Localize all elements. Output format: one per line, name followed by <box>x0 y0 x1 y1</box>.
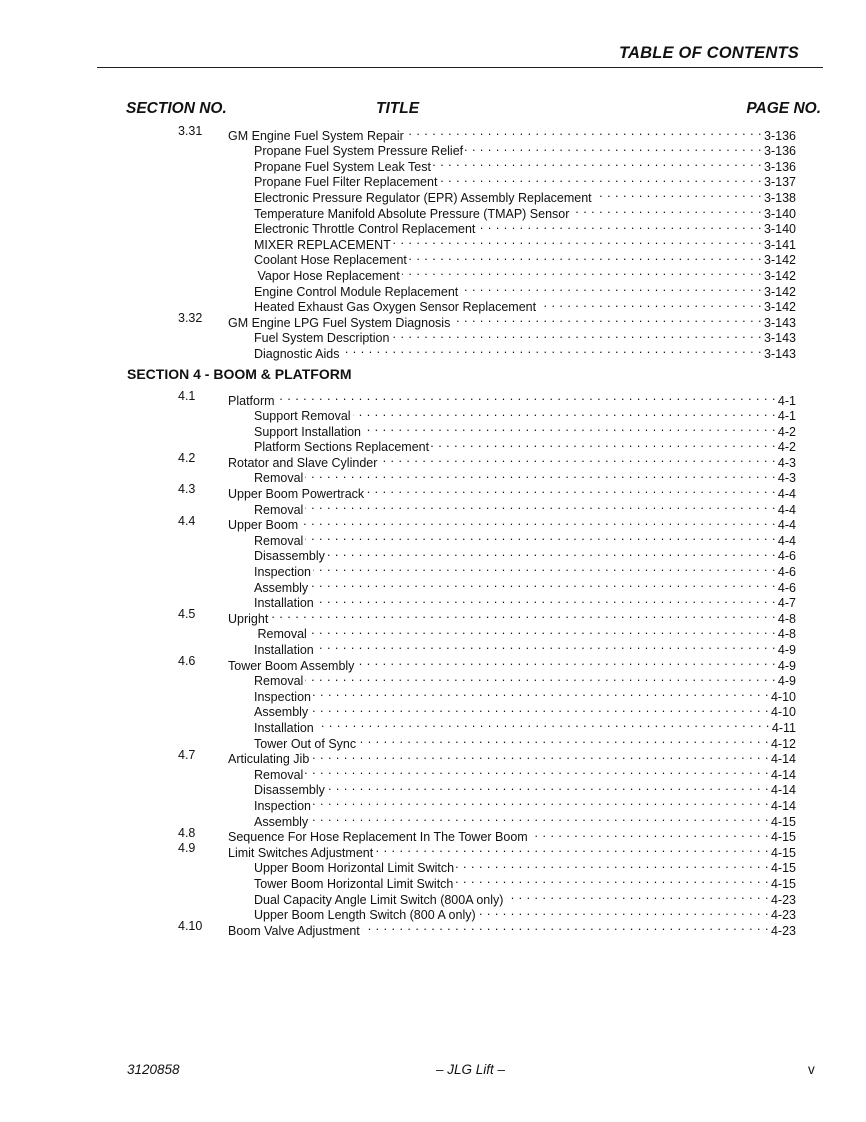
dot-leader <box>402 264 762 280</box>
toc-page-number: 3-136 <box>764 128 796 143</box>
toc-page-number: 4-14 <box>770 798 796 813</box>
dot-leader <box>316 716 770 732</box>
footer-doc-number: 3120858 <box>127 1062 180 1077</box>
toc-subsection-entry[interactable] <box>0 405 866 424</box>
section-heading-text: SECTION 4 - BOOM & PLATFORM <box>127 365 352 382</box>
dot-leader <box>309 623 776 639</box>
toc-page-number: 4-15 <box>770 861 796 876</box>
section-heading <box>0 358 866 389</box>
toc-entry-title: Disassembly <box>254 783 325 798</box>
toc-subsection-entry[interactable] <box>0 467 866 486</box>
toc-entry-title: Dual Capacity Angle Limit Switch (800A only) <box>254 892 504 907</box>
dot-leader <box>305 670 776 686</box>
toc-entry-title: Support Installation <box>254 424 362 439</box>
toc-subsection-entry[interactable] <box>0 218 866 237</box>
toc-subsection-entry[interactable] <box>0 498 866 517</box>
toc-entry-title: Removal <box>254 533 304 548</box>
toc-page-number: 4-10 <box>770 689 796 704</box>
toc-page-number: 3-142 <box>764 284 796 299</box>
toc-entry-title: Electronic Pressure Regulator (EPR) Assembly Replacement <box>254 190 592 205</box>
toc-section-number: 4.10 <box>178 919 203 934</box>
toc-subsection-entry[interactable] <box>0 716 866 735</box>
dot-leader <box>393 233 762 249</box>
dot-leader <box>406 124 762 140</box>
toc-page-number: 4-2 <box>777 424 796 439</box>
toc-page-number: 3-140 <box>764 206 796 221</box>
dot-leader <box>477 218 762 234</box>
toc-page-number: 4-23 <box>770 923 796 938</box>
toc-subsection-entry[interactable] <box>0 296 866 315</box>
toc-subsection-entry[interactable] <box>0 794 866 813</box>
dot-leader <box>358 732 769 748</box>
toc-page-number: 4-10 <box>770 705 796 720</box>
dot-leader <box>465 140 762 156</box>
toc-entry-title: Installation <box>254 643 314 657</box>
toc-section-entry[interactable] <box>0 919 866 938</box>
toc-page-number: 4-3 <box>777 455 796 470</box>
toc-section-entry[interactable] <box>0 451 866 470</box>
toc-section-entry[interactable] <box>0 482 866 502</box>
dot-leader <box>311 748 769 764</box>
toc-page-number: 4-12 <box>770 736 796 751</box>
toc-page-number: 3-142 <box>764 268 796 283</box>
dot-leader <box>366 482 776 498</box>
toc-section-number: 4.7 <box>178 747 196 762</box>
toc-page-number: 4-23 <box>770 892 796 907</box>
toc-page-number: 4-3 <box>777 471 796 486</box>
dot-leader <box>305 467 776 483</box>
dot-leader <box>316 592 776 608</box>
toc-subsection-entry[interactable] <box>0 545 866 564</box>
toc-subsection-entry[interactable] <box>0 436 866 455</box>
column-header-page: PAGE NO. <box>746 100 821 117</box>
toc-entry-title: Inspection <box>254 689 311 704</box>
toc-subsection-entry[interactable] <box>0 529 866 548</box>
toc-section-entry[interactable] <box>0 654 866 673</box>
dot-leader <box>316 638 776 654</box>
toc-page-number: 4-14 <box>770 783 796 798</box>
toc-subsection-entry[interactable] <box>0 670 866 689</box>
toc-page-number: 4-15 <box>770 814 796 829</box>
toc-page-number: 3-140 <box>764 222 796 237</box>
footer-page-number: v <box>808 1062 815 1077</box>
column-header-section: SECTION NO. <box>126 100 227 117</box>
toc-entry-title: Removal <box>254 767 304 782</box>
dot-leader <box>305 529 776 545</box>
toc-entry-title: Assembly <box>254 580 309 595</box>
dot-leader <box>505 888 769 904</box>
toc-entry-title: Temperature Manifold Absolute Pressure (TMAP) Sensor <box>254 206 570 221</box>
dot-leader <box>327 545 776 561</box>
toc-entry-title: Installation <box>254 720 314 735</box>
toc-entry-title: Inspection <box>254 565 311 580</box>
toc-subsection-entry[interactable] <box>0 233 866 252</box>
dot-leader <box>379 451 776 467</box>
dot-leader <box>439 171 762 187</box>
toc-subsection-entry[interactable] <box>0 732 866 751</box>
toc-page-number: 4-1 <box>777 409 796 424</box>
toc-page-number: 4-4 <box>777 487 796 502</box>
toc-subsection-entry[interactable] <box>0 638 866 657</box>
dot-leader <box>353 405 776 421</box>
toc-page-number: 3-137 <box>764 175 796 190</box>
toc-entry-title: Heated Exhaust Gas Oxygen Sensor Replacement <box>254 300 537 315</box>
dot-leader <box>538 296 762 312</box>
toc-entry-title: Sequence For Hose Replacement In The Tower Boom <box>228 830 528 845</box>
dot-leader <box>452 311 762 327</box>
toc-subsection-entry[interactable] <box>0 872 866 891</box>
toc-section-number: 4.2 <box>178 451 196 466</box>
toc-subsection-entry[interactable] <box>0 420 866 439</box>
toc-subsection-entry[interactable] <box>0 186 866 205</box>
toc-page-number: 4-15 <box>770 845 796 860</box>
toc-section-entry[interactable] <box>0 311 866 330</box>
toc-entry-title: Support Removal <box>254 409 351 424</box>
toc-entry-title: MIXER REPLACEMENT <box>254 237 391 252</box>
toc-page-number: 3-136 <box>764 159 796 174</box>
dot-leader <box>313 685 769 701</box>
toc-entry-title: Fuel System Description <box>254 331 390 346</box>
toc-subsection-entry[interactable] <box>0 623 866 642</box>
dot-leader <box>305 498 776 514</box>
dot-leader <box>409 249 762 265</box>
toc-subsection-entry[interactable] <box>0 560 866 580</box>
toc-entry-title: Propane Fuel System Pressure Relief <box>254 144 464 159</box>
dot-leader <box>313 794 769 810</box>
toc-subsection-entry[interactable] <box>0 280 866 299</box>
toc-section-entry[interactable] <box>0 747 866 767</box>
toc-subsection-entry[interactable] <box>0 888 866 907</box>
toc-subsection-entry[interactable] <box>0 249 866 268</box>
dot-leader <box>310 576 776 592</box>
toc-entry-title: Disassembly <box>254 549 325 564</box>
toc-subsection-entry[interactable] <box>0 327 866 346</box>
toc-page-number: 4-9 <box>777 674 796 689</box>
toc-section-number: 4.4 <box>178 513 196 528</box>
dot-leader <box>431 436 776 452</box>
toc-subsection-entry[interactable] <box>0 701 866 720</box>
toc-entry-title: Platform <box>228 393 275 408</box>
toc-page-number: 3-138 <box>764 190 796 205</box>
toc-page-number: 4-8 <box>777 611 796 626</box>
toc-section-number: 4.1 <box>178 388 196 403</box>
toc-page-number: 3-143 <box>764 315 796 330</box>
toc-subsection-entry[interactable] <box>0 857 866 876</box>
toc-entry-title: Propane Fuel Filter Replacement <box>254 175 438 190</box>
toc-page-number: 3-141 <box>764 237 796 252</box>
toc-entry-title: Removal <box>254 674 304 689</box>
toc-entry-title: Electronic Throttle Control Replacement <box>254 222 476 237</box>
toc-page-number: 4-6 <box>777 565 796 580</box>
footer-brand: – JLG Lift – <box>436 1062 506 1077</box>
toc-page-number: 4-6 <box>777 580 796 595</box>
toc-entry-title: Removal <box>254 502 304 517</box>
toc-section-number: 4.9 <box>178 841 196 856</box>
toc-page-number: 4-14 <box>770 752 796 767</box>
toc-entry-title: Articulating Jib <box>228 752 310 767</box>
toc-section-entry[interactable] <box>0 607 866 626</box>
dot-leader <box>305 763 769 779</box>
toc-subsection-entry[interactable] <box>0 904 866 923</box>
toc-entry-title: Coolant Hose Replacement <box>254 253 407 268</box>
dot-leader <box>478 904 769 920</box>
toc-entry-title: GM Engine LPG Fuel System Diagnosis <box>228 315 451 330</box>
toc-entry-title: Vapor Hose Replacement <box>254 268 400 283</box>
toc-subsection-entry[interactable] <box>0 342 866 361</box>
dot-leader <box>530 826 769 842</box>
toc-entry-title: Limit Switches Adjustment <box>228 845 374 860</box>
dot-leader <box>270 607 776 623</box>
dot-leader <box>327 779 769 795</box>
toc-page-number: 4-14 <box>770 767 796 782</box>
toc-section-number: 4.8 <box>178 825 196 840</box>
dot-leader <box>571 202 762 218</box>
toc-entry-title: Upper Boom Horizontal Limit Switch <box>254 861 455 876</box>
toc-section-entry[interactable] <box>0 388 866 408</box>
toc-page-number: 4-23 <box>770 908 796 923</box>
toc-page-number: 3-142 <box>764 300 796 315</box>
toc-subsection-entry[interactable] <box>0 592 866 611</box>
toc-entry-title: Upper Boom <box>228 518 299 533</box>
toc-subsection-entry[interactable] <box>0 202 866 221</box>
toc-entry-title: Platform Sections Replacement <box>254 440 430 455</box>
toc-entry-title: GM Engine Fuel System Repair <box>228 128 404 143</box>
toc-entry-title: Diagnostic Aids <box>254 346 340 361</box>
toc-page-number: 3-143 <box>764 346 796 361</box>
toc-page-number: 4-15 <box>770 876 796 891</box>
toc-entry-line <box>228 919 796 939</box>
toc-page-number: 4-4 <box>777 502 796 517</box>
toc-page-number: 4-4 <box>777 533 796 548</box>
toc-entry-title: Upright <box>228 611 269 626</box>
table-of-contents <box>0 124 866 938</box>
header-divider <box>97 67 823 68</box>
toc-section-entry[interactable] <box>0 841 866 860</box>
toc-subsection-entry[interactable] <box>0 140 866 159</box>
toc-page-number: 3-136 <box>764 144 796 159</box>
column-header-title: TITLE <box>376 100 420 117</box>
toc-section-number: 4.6 <box>178 654 196 668</box>
dot-leader <box>310 810 769 826</box>
toc-entry-title: Removal <box>254 471 304 486</box>
toc-subsection-entry[interactable] <box>0 171 866 190</box>
toc-page-number: 4-4 <box>777 518 796 533</box>
toc-subsection-entry[interactable] <box>0 264 866 283</box>
dot-leader <box>460 280 762 296</box>
dot-leader <box>313 560 776 576</box>
toc-page-number: 4-1 <box>777 393 796 408</box>
toc-subsection-entry[interactable] <box>0 763 866 782</box>
toc-page-number: 4-2 <box>777 440 796 455</box>
toc-page-number: 4-7 <box>777 596 796 611</box>
toc-page-number: 4-15 <box>770 830 796 845</box>
toc-entry-title: Rotator and Slave Cylinder <box>228 455 378 470</box>
dot-leader <box>455 872 769 888</box>
toc-subsection-entry[interactable] <box>0 155 866 174</box>
dot-leader <box>433 155 762 171</box>
toc-subsection-entry[interactable] <box>0 810 866 829</box>
toc-entry-title: Boom Valve Adjustment <box>228 923 360 938</box>
toc-entry-title: Assembly <box>254 814 309 829</box>
dot-leader <box>456 857 769 873</box>
toc-entry-title: Removal <box>254 627 307 642</box>
toc-entry-title: Installation <box>254 596 314 611</box>
toc-page-number: 4-11 <box>771 720 796 735</box>
dot-leader <box>300 514 776 530</box>
toc-entry-title: Tower Boom Assembly <box>228 658 355 673</box>
toc-entry-title: Upper Boom Length Switch (800 A only) <box>254 908 476 923</box>
dot-leader <box>310 701 769 717</box>
toc-page-number: 3-143 <box>764 331 796 346</box>
toc-section-entry[interactable] <box>0 825 866 845</box>
toc-section-entry[interactable] <box>0 124 866 143</box>
toc-section-number: 3.31 <box>178 124 203 138</box>
toc-entry-title: Inspection <box>254 798 311 813</box>
toc-entry-title: Propane Fuel System Leak Test <box>254 159 431 174</box>
toc-subsection-entry[interactable] <box>0 779 866 798</box>
toc-section-number: 3.32 <box>178 311 203 326</box>
toc-entry-title: Upper Boom Powertrack <box>228 487 365 502</box>
dot-leader <box>277 389 776 405</box>
toc-page-number: 4-8 <box>777 627 796 642</box>
page-header-title: TABLE OF CONTENTS <box>618 44 799 62</box>
toc-entry-title: Assembly <box>254 705 309 720</box>
dot-leader <box>356 654 775 670</box>
toc-section-number: 4.3 <box>178 482 196 497</box>
toc-page-number: 4-9 <box>777 643 796 657</box>
toc-entry-title: Tower Out of Sync <box>254 736 357 751</box>
dot-leader <box>375 841 769 857</box>
toc-section-number: 4.5 <box>178 607 196 622</box>
toc-section-entry[interactable] <box>0 513 866 533</box>
toc-page-number: 4-6 <box>777 549 796 564</box>
dot-leader <box>391 327 762 343</box>
dot-leader <box>341 342 762 358</box>
toc-subsection-entry[interactable] <box>0 576 866 595</box>
toc-entry-title: Tower Boom Horizontal Limit Switch <box>254 876 454 891</box>
dot-leader <box>594 186 762 202</box>
toc-entry-title: Engine Control Module Replacement <box>254 284 459 299</box>
toc-page-number: 4-9 <box>777 658 796 673</box>
toc-page-number: 3-142 <box>764 253 796 268</box>
toc-subsection-entry[interactable] <box>0 685 866 704</box>
dot-leader <box>363 420 776 436</box>
dot-leader <box>362 919 769 935</box>
